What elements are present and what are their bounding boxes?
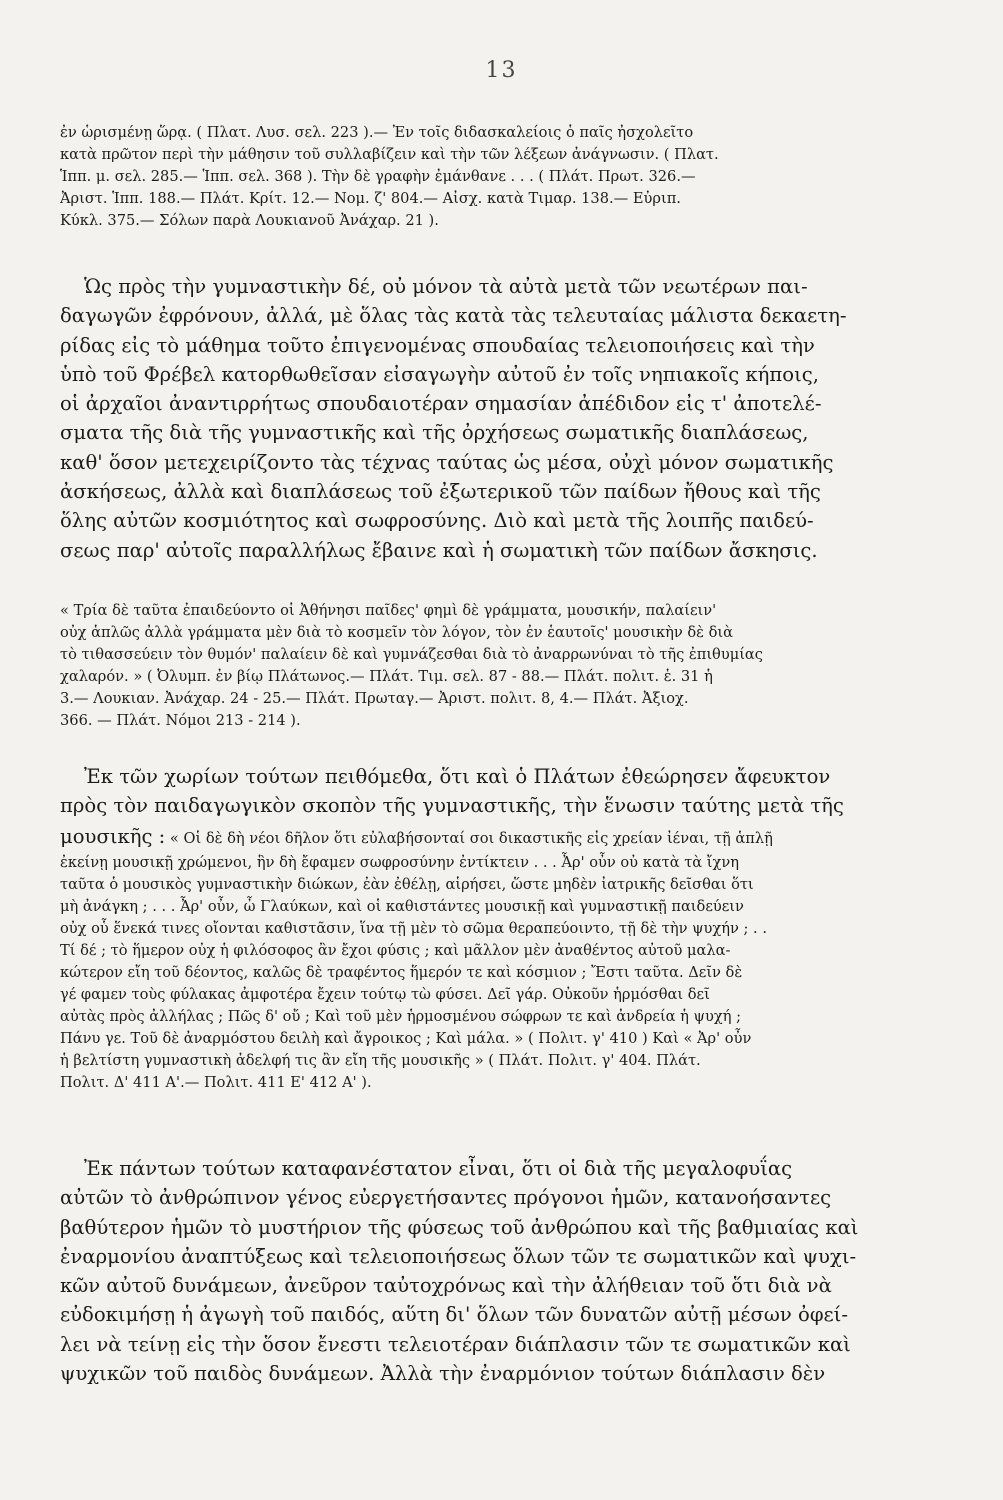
text-line: βαθύτερον ἡμῶν τὸ μυστήριον τῆς φύσεως τοῦ ἀνθρώπου καὶ τῆς βαθμιαίας καὶ <box>60 1215 859 1239</box>
text-line: Ἀριστ. Ἱππ. 188.— Πλάτ. Κρίτ. 12.— Νομ. ζ' 804.— Αἰσχ. κατὰ Τιμαρ. 138.— Εὐριπ. <box>60 190 681 207</box>
text-line: σεως παρ' αὐτοῖς παραλλήλως ἔβαινε καὶ ἡ σωματικὴ τῶν παίδων ἄσκησις. <box>60 538 818 562</box>
text-line: 366. — Πλάτ. Νόμοι 213 - 214 ). <box>60 712 301 729</box>
text-line: ἐν ὡρισμένῃ ὥρᾳ. ( Πλατ. Λυσ. σελ. 223 ).— Ἐν τοῖς διδασκαλείοις ὁ παῖς ἠσχολεῖτο <box>60 124 694 141</box>
quotation-block-1 <box>60 600 940 732</box>
paragraph-conclusion <box>60 1154 940 1388</box>
mixed-line <box>60 822 940 852</box>
text-line: Πολιτ. Δ' 411 Α'.— Πολιτ. 411 Ε' 412 Α' ). <box>60 1074 372 1091</box>
text-line: Ἐκ πάντων τούτων καταφανέστατον εἶναι, ὅτι οἱ διὰ τῆς μεγαλοφυΐας <box>84 1157 793 1180</box>
text-line: οὐχ οὗ ἕνεκά τινες οἴονται καθιστᾶσιν, ἵνα τῇ μὲν τὸ σῶμα θεραπεύοιντο, τῇ δὲ τὴν ψυχήν ; . . <box>60 920 767 937</box>
paragraph-plato <box>60 762 940 821</box>
text-line: ἐκείνῃ μουσικῇ χρώμενοι, ἣν δὴ ἔφαμεν σωφροσύνην ἐντίκτειν . . . Ἆρ' οὖν οὐ κατὰ τὰ ἴχνη <box>60 854 739 871</box>
text-line: αὐτῶν τὸ ἀνθρώπινον γένος εὐεργετήσαντες πρόγονοι ἡμῶν, κατανοήσαντες <box>60 1186 832 1210</box>
text-line: κῶν αὐτοῦ δυνάμεων, ἀνεῦρον ταὐτοχρόνως καὶ τὴν ἀλήθειαν τοῦ ὅτι διὰ νὰ <box>60 1274 832 1298</box>
text-line: Ἐκ τῶν χωρίων τούτων πειθόμεθα, ὅτι καὶ ὁ Πλάτων ἐθεώρησεν ἄφευκτον <box>84 765 831 788</box>
text-line: Ἱππ. μ. σελ. 285.— Ἱππ. σελ. 368 ). Τὴν δὲ γραφὴν ἐμάνθανε . . . ( Πλάτ. Πρωτ. 326.— <box>60 168 696 185</box>
text-line: Κύκλ. 375.— Σόλων παρὰ Λουκιανοῦ Ἀνάχαρ. 21 ). <box>60 212 439 229</box>
text-line: ρίδας εἰς τὸ μάθημα τοῦτο ἐπιγενομένας σπουδαίας τελειοποιήσεις καὶ τὴν <box>60 333 815 357</box>
text-line: οἱ ἀρχαῖοι ἀναντιρρήτως σπουδαιοτέραν σημασίαν ἀπέδιδον εἰς τ' ἀποτελέ- <box>60 392 822 416</box>
text-line: ἡ βελτίστη γυμναστικὴ ἀδελφή τις ἂν εἴη τῆς μουσικῆς » ( Πλάτ. Πολιτ. γ' 404. Πλάτ. <box>60 1052 701 1069</box>
paragraph-gymnastics <box>60 272 940 565</box>
page-number: 13 <box>485 58 518 83</box>
text-line: ψυχικῶν τοῦ παιδὸς δυνάμεων. Ἀλλὰ τὴν ἐναρμόνιον τούτων διάπλασιν δὲν <box>60 1362 826 1386</box>
text-line: ἀσκήσεως, ἀλλὰ καὶ διαπλάσεως τοῦ ἐξωτερικοῦ τῶν παίδων ἤθους καὶ τῆς <box>60 480 821 504</box>
text-line: ὅλης αὐτῶν κοσμιότητος καὶ σωφροσύνης. Διὸ καὶ μετὰ τῆς λοιπῆς παιδεύ- <box>60 509 814 533</box>
quotation-lines <box>60 852 940 1094</box>
text-fragment-large: μουσικῆς : <box>60 825 166 848</box>
text-line: Πάνυ γε. Τοῦ δὲ ἀναρμόστου δειλὴ καὶ ἄγροικος ; Καὶ μάλα. » ( Πολιτ. γ' 410 ) Καὶ « Ἀρ' οὖν <box>60 1030 752 1047</box>
text-line: καθ' ὅσον μετεχειρίζοντο τὰς τέχνας ταύτας ὡς μέσα, οὐχὶ μόνον σωματικῆς <box>60 450 834 474</box>
text-line: 3.— Λουκιαν. Ἀνάχαρ. 24 - 25.— Πλάτ. Πρωταγ.— Ἀριστ. πολιτ. 8, 4.— Πλάτ. Ἀξιοχ. <box>60 690 689 707</box>
text-line: Ὡς πρὸς τὴν γυμναστικὴν δέ, οὐ μόνον τὰ αὐτὰ μετὰ τῶν νεωτέρων παι- <box>84 275 808 298</box>
text-line: πρὸς τὸν παιδαγωγικὸν σκοπὸν τῆς γυμναστικῆς, τὴν ἕνωσιν ταύτης μετὰ τῆς <box>60 794 844 818</box>
text-line: « Τρία δὲ ταῦτα ἐπαιδεύοντο οἱ Ἀθήνησι παῖδες' φημὶ δὲ γράμματα, μουσικήν, παλαίειν' <box>60 602 717 619</box>
text-line: γέ φαμεν τοὺς φύλακας ἀμφοτέρα ἔχειν τούτῳ τὼ φύσει. Δεῖ γάρ. Οὐκοῦν ἡρμόσθαι δεῖ <box>60 986 710 1003</box>
citation-block-1 <box>60 122 940 232</box>
text-line: αὐτὰς πρὸς ἀλλήλας ; Πῶς δ' οὔ ; Καὶ τοῦ μὲν ἡρμοσμένου σώφρων τε καὶ ἀνδρεία ἡ ψυχή ; <box>60 1008 742 1025</box>
text-line: κώτερον εἴη τοῦ δέοντος, καλῶς δὲ τραφέντος ἥμερόν τε καὶ κόσμιον ; Ἔστι ταῦτα. Δεῖν δὲ <box>60 964 743 981</box>
text-line: λει νὰ τείνῃ εἰς τὴν ὅσον ἔνεστι τελειοτέραν διάπλασιν τῶν τε σωματικῶν καὶ <box>60 1332 851 1356</box>
text-line: δαγωγῶν ἐφρόνουν, ἀλλά, μὲ ὅλας τὰς κατὰ τὰς τελευταίας μάλιστα δεκαετη- <box>60 304 847 328</box>
text-line: ὑπὸ τοῦ Φρέβελ κατορθωθεῖσαν εἰσαγωγὴν αὐτοῦ ἐν τοῖς νηπιακοῖς κήποις, <box>60 362 819 386</box>
text-line: ταῦτα ὁ μουσικὸς γυμναστικὴν διώκων, ἐὰν ἐθέλῃ, αἱρήσει, ὥστε μηδὲν ἰατρικῆς δεῖσθαι ὅτι <box>60 876 754 893</box>
text-line: σματα τῆς διὰ τῆς γυμναστικῆς καὶ τῆς ὀρχήσεως σωματικῆς διαπλάσεως, <box>60 421 809 445</box>
quotation-block-2 <box>60 822 940 1094</box>
text-fragment-small: « Οἱ δὲ δὴ νέοι δῆλον ὅτι εὐλαβήσονταί σοι δικαστικῆς εἰς χρείαν ἰέναι, τῇ ἁπλῇ <box>165 830 773 847</box>
text-line: τὸ τιθασσεύειν τὸν θυμόν' παλαίειν δὲ καὶ γυμνάζεσθαι διὰ τὸ ἀναρρωνύναι τὸ τῆς ἐπιθυμίας <box>60 646 763 663</box>
text-line: εὐδοκιμήσῃ ἡ ἀγωγὴ τοῦ παιδός, αὕτη δι' ὅλων τῶν δυνατῶν αὐτῇ μέσων ὀφεί- <box>60 1303 848 1327</box>
text-line: ἐναρμονίου ἀναπτύξεως καὶ τελειοποιήσεως ὅλων τῶν τε σωματικῶν καὶ ψυχι- <box>60 1244 857 1268</box>
text-line: οὐχ ἁπλῶς ἀλλὰ γράμματα μὲν διὰ τὸ κοσμεῖν τὸν λόγον, τὸν ἐν ἑαυτοῖς' μουσικὴν δὲ διὰ <box>60 624 733 641</box>
text-line: κατὰ πρῶτον περὶ τὴν μάθησιν τοῦ συλλαβίζειν καὶ τὴν τῶν λέξεων ἀνάγνωσιν. ( Πλατ. <box>60 146 719 163</box>
text-line: χαλαρόν. » ( Ὀλυμπ. ἐν βίῳ Πλάτωνος.— Πλάτ. Τιμ. σελ. 87 - 88.— Πλάτ. πολιτ. ἑ. 31 ἡ <box>60 668 713 685</box>
text-line: Τί δέ ; τὸ ἥμερον οὐχ ἡ φιλόσοφος ἂν ἔχοι φύσις ; καὶ μᾶλλον μὲν ἀναθέντος αὐτοῦ μαλα- <box>60 942 731 959</box>
text-line: μὴ ἀνάγκη ; . . . Ἆρ' οὖν, ὦ Γλαύκων, καὶ οἱ καθιστάντες μουσικῇ καὶ γυμναστικῇ παιδεύειν <box>60 898 744 915</box>
